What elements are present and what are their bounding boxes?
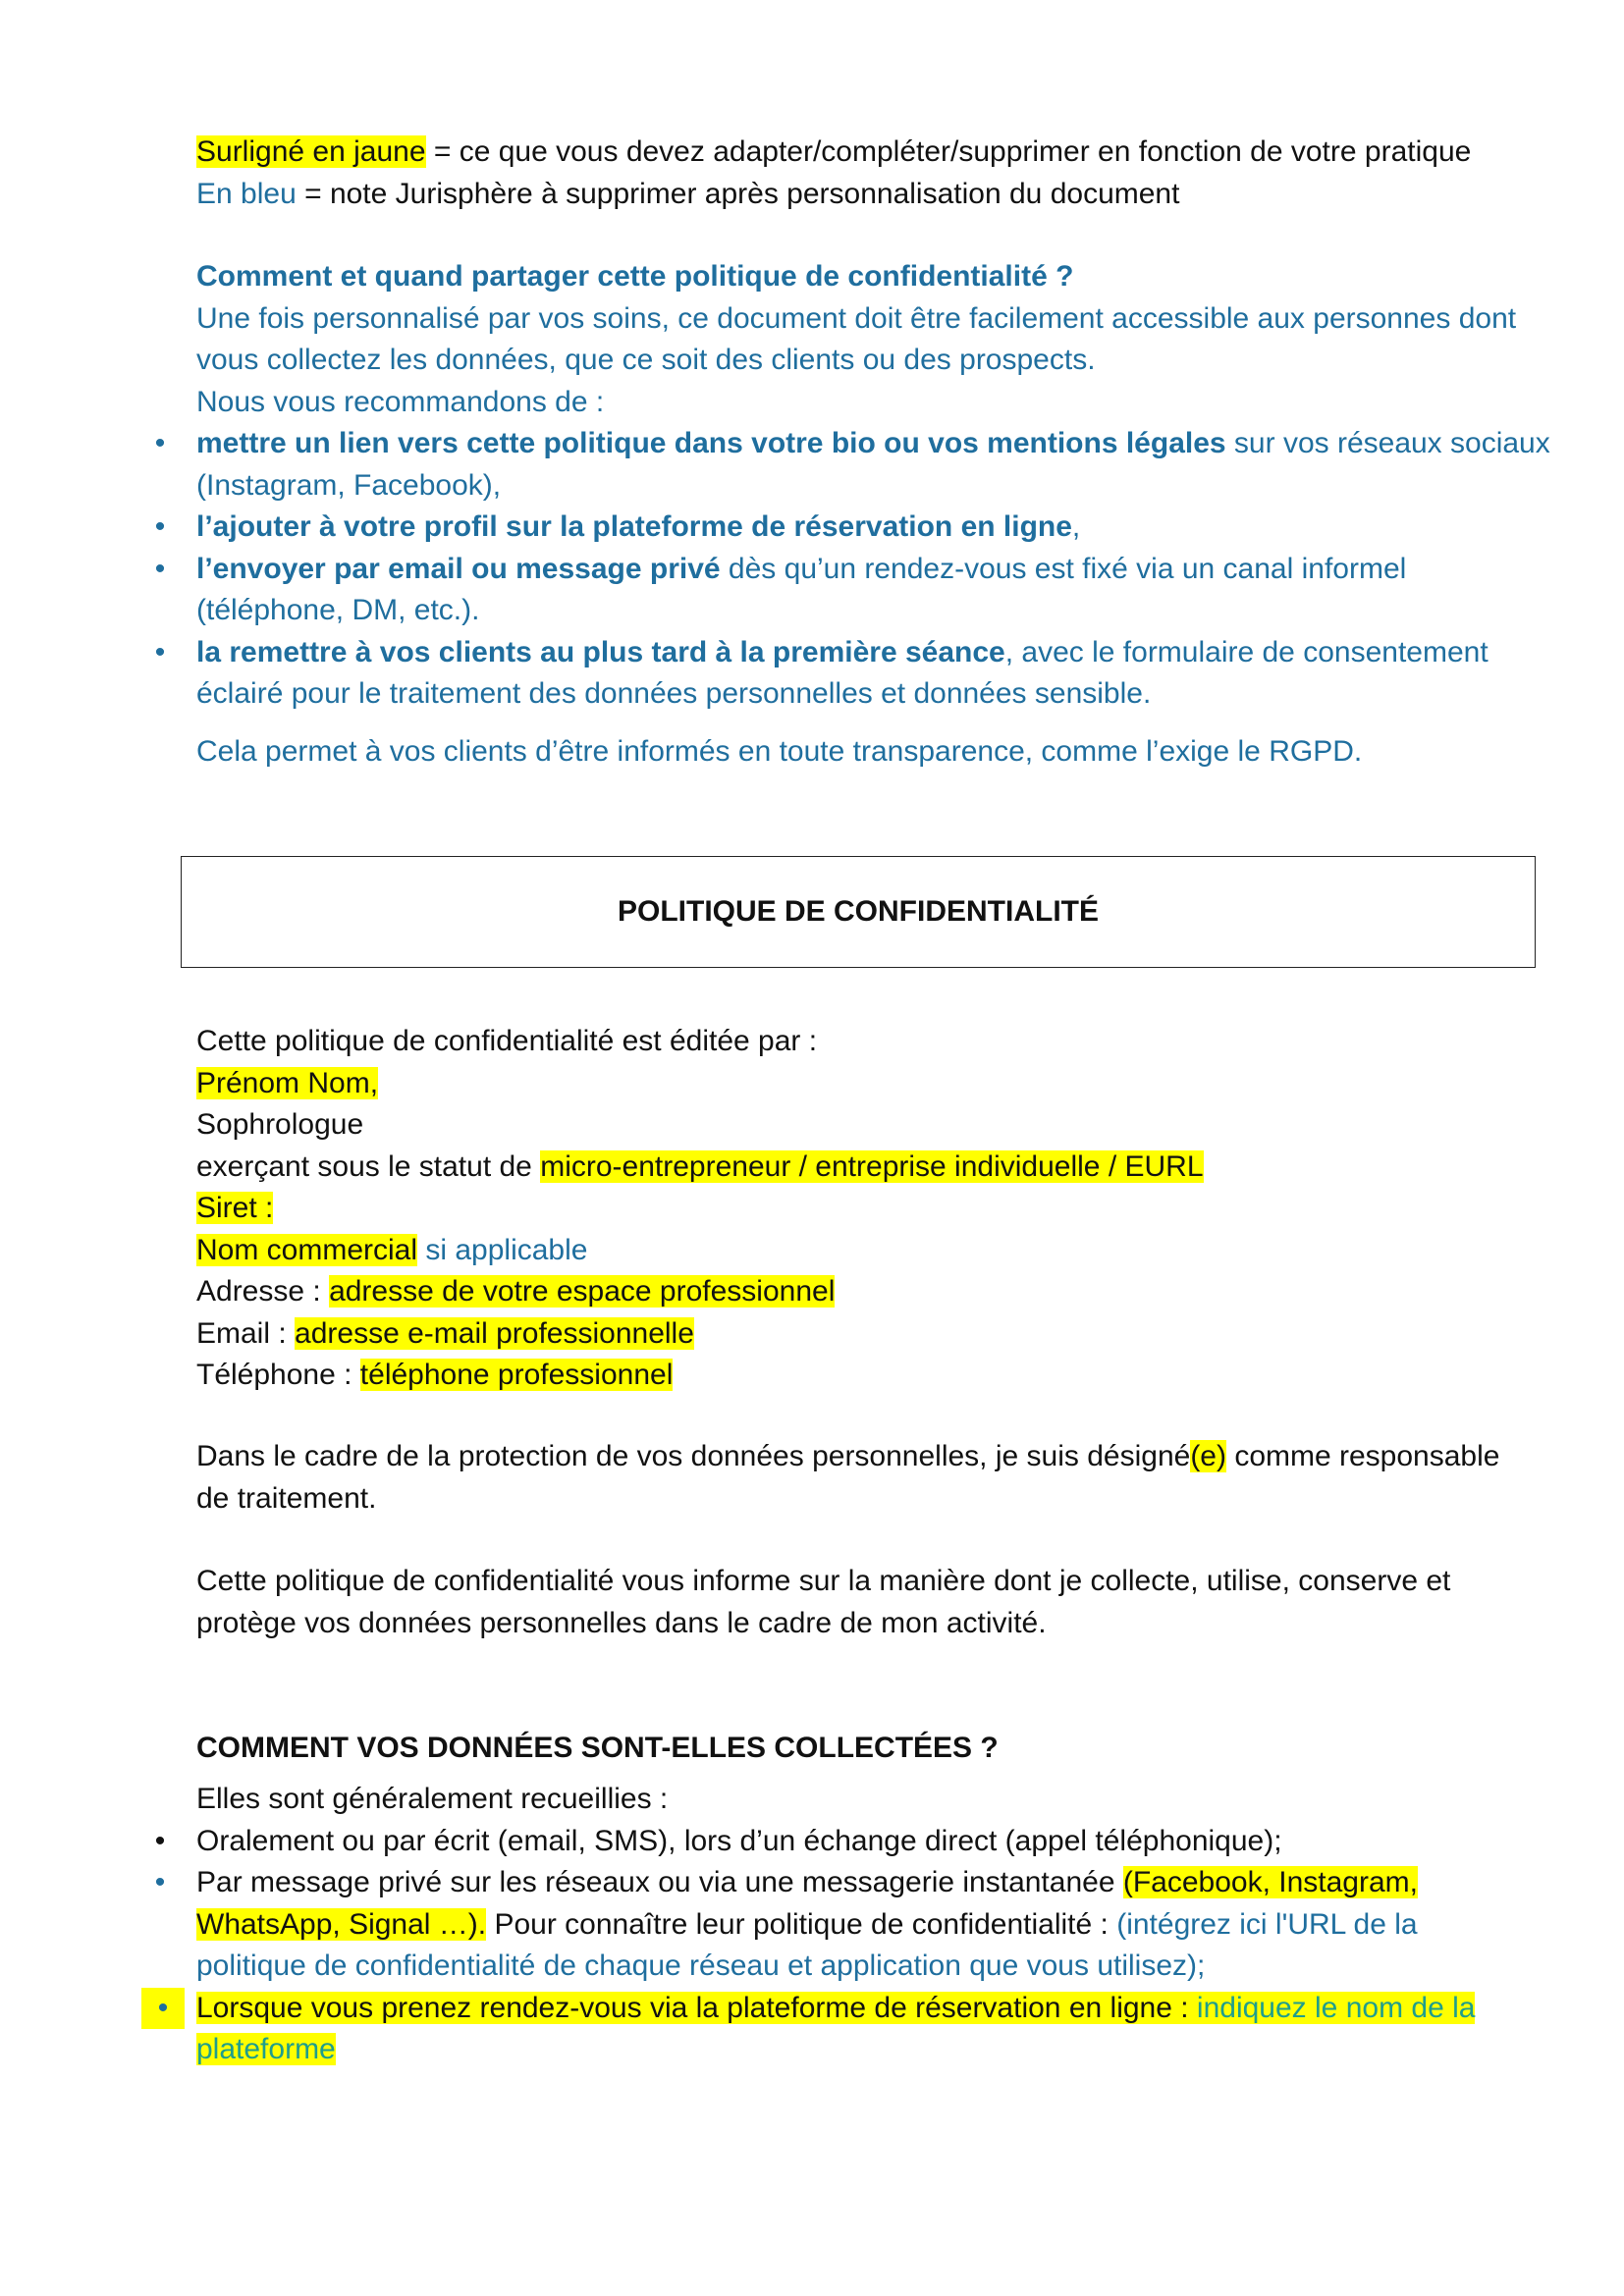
b1-line-2: (Instagram, Facebook), xyxy=(196,468,502,502)
legend-yellow-text: = ce que vous devez adapter/compléter/supprimer en fonction de votre pratique xyxy=(425,135,1472,168)
b3-line-2: (téléphone, DM, etc.). xyxy=(196,594,480,626)
jurisphere-note xyxy=(154,256,1550,716)
legend-blue-line xyxy=(196,174,1542,216)
siret: Siret : xyxy=(196,1192,274,1224)
b2-rest: , xyxy=(1071,510,1081,543)
bullet-icon: • xyxy=(154,510,166,543)
legend-yellow-line xyxy=(196,132,1542,174)
email-label: Email : xyxy=(196,1316,296,1350)
list-item xyxy=(154,1862,1542,1988)
i3-hl2: plateforme xyxy=(196,2033,336,2065)
b4-line-2: éclairé pour le traitement des données personnelles et données sensible. xyxy=(196,677,1152,710)
b4-rest: , avec le formulaire de consentement xyxy=(1004,635,1489,668)
bullet-icon: • xyxy=(154,1824,166,1857)
editor-name: Prénom Nom, xyxy=(196,1066,379,1099)
list-item xyxy=(154,1821,1542,1863)
b2-bold: l’ajouter à votre profil sur la plateforme de réservation en ligne xyxy=(196,510,1072,543)
status-label: exerçant sous le statut de xyxy=(196,1149,541,1183)
document-title: POLITIQUE DE CONFIDENTIALITÉ xyxy=(617,895,1099,928)
collection-section xyxy=(196,1728,1542,1770)
responsible-l1-a: Dans le cadre de la protection de vos données personnelles, je suis désigné xyxy=(196,1440,1191,1472)
status-value: micro-entrepreneur / entreprise individuelle / EURL xyxy=(540,1149,1204,1183)
i2-b: Pour connaître leur politique de confidentialité : xyxy=(486,1907,1117,1941)
document-title-box xyxy=(181,856,1536,968)
legend xyxy=(196,132,1542,215)
purpose-paragraph xyxy=(196,1561,1542,1644)
legend-blue-label: En bleu xyxy=(196,177,297,210)
i2-hl2: WhatsApp, Signal …). xyxy=(196,1907,487,1941)
address-label: Adresse : xyxy=(196,1275,330,1308)
list-item xyxy=(154,549,1542,632)
note-closing: Cela permet à vos clients d’être informés en toute transparence, comme l’exige le RGPD. xyxy=(196,735,1363,768)
phone-value: téléphone professionnel xyxy=(359,1359,674,1391)
i2-a: Par message privé sur les réseaux ou via une messagerie instantanée xyxy=(196,1866,1123,1898)
collection-heading: COMMENT VOS DONNÉES SONT-ELLES COLLECTÉES ? xyxy=(196,1732,999,1764)
collection-intro: Elles sont généralement recueillies : xyxy=(196,1783,669,1815)
i3-hl1: indiquez le nom de la xyxy=(1196,1991,1476,2024)
trade-name: Nom commercial xyxy=(196,1233,418,1266)
purpose-l1: Cette politique de confidentialité vous informe sur la manière dont je collecte, utilise, conserve et xyxy=(196,1565,1451,1597)
bullet-icon: • xyxy=(154,1866,166,1898)
responsible-l1-c: comme responsable xyxy=(1225,1440,1500,1472)
list-item xyxy=(154,423,1550,507)
legend-yellow-label: Surligné en jaune xyxy=(196,135,426,168)
collection-list xyxy=(154,1779,1542,2071)
note-intro-line-2: vous collectez les données, que ce soit des clients ou des prospects. xyxy=(196,344,1096,376)
bullet-icon: • xyxy=(154,635,166,668)
note-recommend: Nous vous recommandons de : xyxy=(196,385,605,418)
email-value: adresse e-mail professionnelle xyxy=(295,1316,694,1350)
i2-blue2: politique de confidentialité de chaque réseau et application que vous utilisez); xyxy=(196,1949,1206,1982)
i3-a: Lorsque vous prenez rendez-vous via la plateforme de réservation en ligne : xyxy=(196,1991,1197,2024)
bullet-icon: • xyxy=(154,552,166,585)
editor-block xyxy=(196,1021,1542,1397)
i2-blue1: (intégrez ici l'URL de la xyxy=(1116,1907,1418,1941)
responsible-l2: de traitement. xyxy=(196,1481,377,1515)
b3-bold: l’envoyer par email ou message privé xyxy=(196,552,721,585)
editor-intro: Cette politique de confidentialité est éditée par : xyxy=(196,1025,818,1057)
list-item xyxy=(157,1988,1542,2071)
responsible-paragraph xyxy=(196,1436,1542,1520)
address-value: adresse de votre espace professionnel xyxy=(329,1275,836,1308)
note-heading: Comment et quand partager cette politique de confidentialité ? xyxy=(196,260,1074,293)
bullet-icon: • xyxy=(141,1988,185,2030)
list-item xyxy=(154,507,1542,549)
note-closing-block xyxy=(196,731,1542,774)
trade-note: si applicable xyxy=(417,1233,588,1266)
b1-bold: mettre un lien vers cette politique dans votre bio ou vos mentions légales xyxy=(196,427,1226,459)
responsible-l1-b: (e) xyxy=(1190,1440,1226,1472)
b1-rest: sur vos réseaux sociaux xyxy=(1225,427,1550,459)
note-intro-line-1: Une fois personnalisé par vos soins, ce document doit être facilement accessible aux personnes dont xyxy=(196,301,1517,335)
editor-profession: Sophrologue xyxy=(196,1108,364,1141)
b4-bold: la remettre à vos clients au plus tard à la première séance xyxy=(196,635,1005,668)
bullet-icon: • xyxy=(154,427,166,459)
legend-blue-text: = note Jurisphère à supprimer après personnalisation du document xyxy=(296,177,1180,210)
b3-rest: dès qu’un rendez-vous est fixé via un canal informel xyxy=(720,552,1407,585)
list-item xyxy=(154,632,1542,716)
purpose-l2: protège vos données personnelles dans le cadre de mon activité. xyxy=(196,1606,1047,1639)
i2-hl1: (Facebook, Instagram, xyxy=(1122,1866,1418,1898)
phone-label: Téléphone : xyxy=(196,1359,360,1391)
collection-item-1: Oralement ou par écrit (email, SMS), lors d’un échange direct (appel téléphonique); xyxy=(196,1824,1282,1857)
